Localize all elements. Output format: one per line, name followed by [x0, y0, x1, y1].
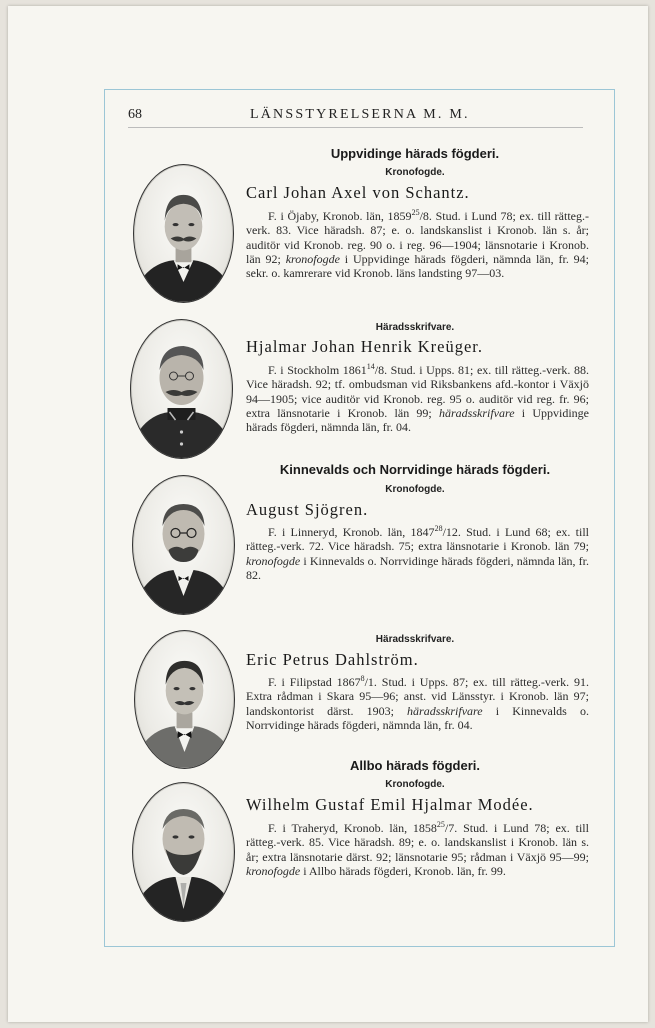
- bio-emphasis: kronofogde: [246, 863, 301, 878]
- bio-text: i Allbo härads fögderi, Kronob. län, fr. 99.: [300, 863, 506, 878]
- bio-text: i Uppvidinge härads fögderi, nämnda län, fr. 04.: [246, 405, 589, 435]
- role-label: Häradsskrifvare.: [375, 322, 455, 333]
- portrait-image: [132, 475, 235, 615]
- bio-text: /8. Stud. i Lund 78; ex. till rätteg.-verk. 83. Vice häradsh. 87; e. o. landskanslist i Kronob. län s. år; auditör vid Kronob. reg. 90 o. i reg. 96—1904; länsnotarie i Kronob. län 92;: [246, 209, 589, 266]
- person-name: Carl Johan Axel von Schantz.: [246, 183, 470, 202]
- bio-text: /7. Stud. i Lund 78; ex. till rätteg.-verk. 85. Vice häradsh. 89; e. o. landskanslist i Kronob. län s. år; extra länsnotarie därst. 92; länsnotarie 95; rådman i Växjö 95—99;: [246, 821, 589, 864]
- role-label: Kronofogde.: [385, 167, 445, 178]
- portrait-image: [132, 782, 235, 922]
- portrait-uniformed-man-icon: [131, 320, 232, 458]
- person-name: Hjalmar Johan Henrik Kreüger.: [246, 337, 484, 356]
- bio-text: i Uppvidinge härads fögderi, nämnda län, fr. 94; sekr. o. kamrerare vid Kronob. läns landsting 97—03.: [246, 251, 589, 281]
- portrait-image: [134, 630, 235, 769]
- person-name: Eric Petrus Dahlström.: [246, 650, 419, 669]
- portrait-young-man-icon: [135, 631, 234, 768]
- person-name: Wilhelm Gustaf Emil Hjalmar Modée.: [246, 795, 534, 814]
- portrait-image: [133, 164, 234, 303]
- bio-text: i Kinnevalds o. Norrvidinge härads fögderi, nämnda län, fr. 04.: [246, 703, 589, 732]
- biography: [246, 672, 589, 732]
- page-header: [128, 107, 583, 128]
- bio-text: F. i Öjaby, Kronob. län, 1859: [268, 209, 412, 223]
- section-title: Uppvidinge härads fögderi.: [330, 146, 500, 161]
- biography: [246, 522, 589, 582]
- bio-text: /12. Stud. i Lund 68; ex. till rätteg.-verk. 72. Vice häradsh. 75; extra länsnotarie i Kronob. län 79;: [246, 525, 589, 554]
- bio-superscript: 8: [360, 674, 365, 683]
- bio-text: i Kinnevalds o. Norrvidinge härads fögderi, nämnda län, fr. 82.: [246, 553, 589, 582]
- bio-superscript: 25: [411, 208, 420, 217]
- bio-emphasis: häradsskrifvare: [438, 405, 515, 420]
- bio-text: F. i Filipstad 1867: [268, 675, 361, 689]
- running-head: LÄNSSTYRELSERNA M. M.: [250, 107, 470, 122]
- bio-superscript: 25: [436, 820, 445, 829]
- bio-text: F. i Linneryd, Kronob. län, 1847: [268, 525, 435, 539]
- portrait-spectacled-man-icon: [133, 476, 234, 614]
- biography: [246, 360, 589, 434]
- section-title: Allbo härads fögderi.: [349, 758, 480, 773]
- biography: [246, 206, 589, 280]
- section-title: Kinnevalds och Norrvidinge härads fögderi.: [279, 462, 551, 477]
- portrait-image: [130, 319, 233, 459]
- bio-superscript: 28: [434, 524, 443, 533]
- role-label: Kronofogde.: [385, 484, 445, 495]
- bio-emphasis: kronofogde: [246, 553, 301, 568]
- bio-emphasis: häradsskrifvare: [407, 703, 483, 718]
- bio-text: F. i Traheryd, Kronob. län, 1858: [268, 821, 437, 835]
- bio-text: /1. Stud. i Upps. 87; ex. till rätteg.-verk. 91. Extra rådman i Skara 95—96; anst. vid Länsstyr. i Kronob. län 97; landskontorist därst. 1903;: [246, 675, 589, 718]
- bio-superscript: 14: [366, 362, 375, 371]
- bio-emphasis: kronofogde: [285, 251, 340, 266]
- portrait-bearded-man-icon: [133, 783, 234, 921]
- bio-text: /8. Stud. i Upps. 81; ex. till rätteg.-verk. 88. Vice häradsh. 92; tf. ombudsman vid Riksbankens afd.-kontor i Växjö 94—1905; vice auditör vid Kronob. reg. 95 o. auditör vid reg. fr. 96; extra länsnotarie i Kronob. län 99;: [246, 363, 589, 420]
- biography: [246, 818, 589, 878]
- bio-text: F. i Stockholm 1861: [268, 363, 367, 377]
- person-name: August Sjögren.: [246, 500, 369, 519]
- page-number: 68: [128, 107, 142, 122]
- portrait-mustache-man-icon: [134, 165, 233, 302]
- role-label: Kronofogde.: [385, 779, 445, 790]
- role-label: Häradsskrifvare.: [375, 634, 455, 645]
